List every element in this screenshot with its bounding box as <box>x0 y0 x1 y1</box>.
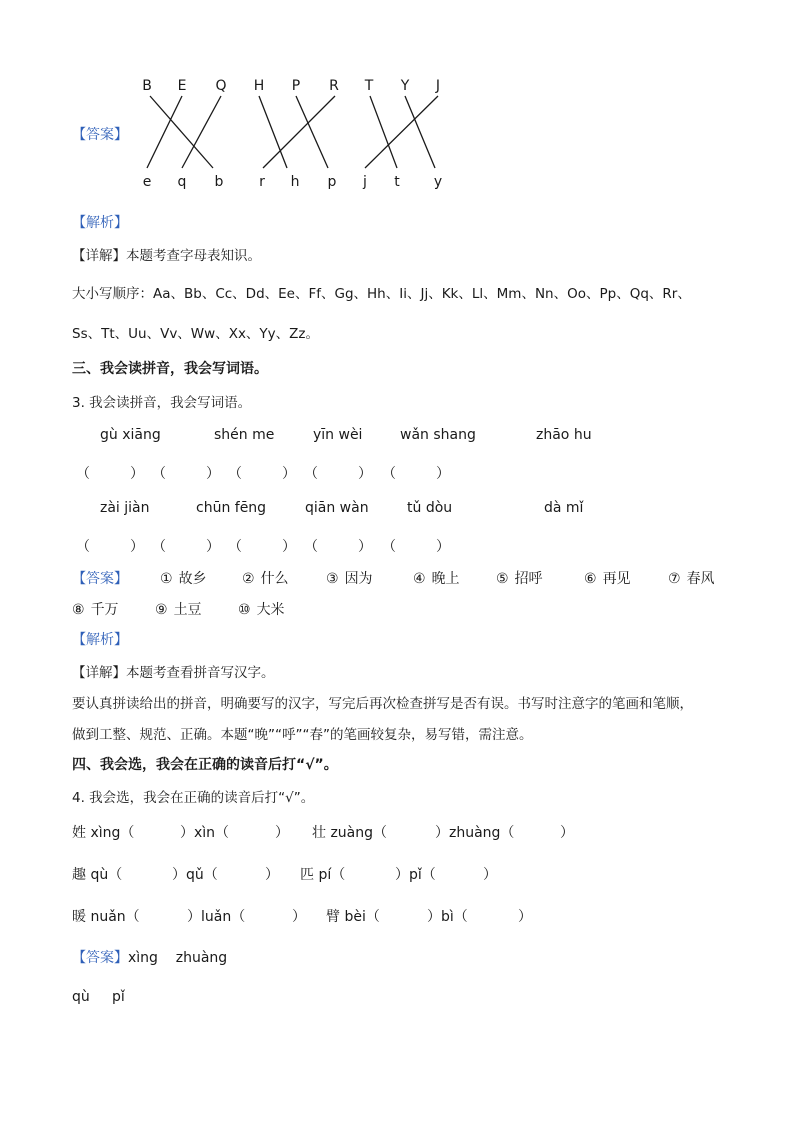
order-line-2: Ss、Tt、Uu、Vv、Ww、Xx、Yy、Zz。 <box>72 326 320 342</box>
upper-letter-p: P <box>291 78 301 94</box>
answer-word: 春风 <box>686 571 715 587</box>
answer-label-4: 【答案】 <box>72 950 128 966</box>
line-r <box>263 96 335 168</box>
answer-item-6 <box>584 568 631 588</box>
answer-blank-1-1[interactable] <box>76 463 144 483</box>
answer-item-8 <box>72 599 119 619</box>
paren-close: ） <box>206 466 220 482</box>
answer-word: 故乡 <box>178 571 207 587</box>
upper-letter-b: B <box>142 78 152 94</box>
upper-letter-t: T <box>364 78 374 94</box>
answer-item-1 <box>160 568 207 588</box>
answer-values-2: qù pǐ <box>72 989 125 1005</box>
answer-word: 晚上 <box>431 571 460 587</box>
line-p <box>296 96 328 168</box>
choice-3-segment-5[interactable]: ）bì（ <box>427 909 468 925</box>
paren-open: （ <box>382 539 396 555</box>
choice-1-segment-3[interactable]: ） <box>275 825 289 841</box>
answer-number: ⑧ <box>72 602 85 618</box>
line-j <box>365 96 438 168</box>
pinyin-4: wǎn shang <box>400 427 476 443</box>
analysis-label: 【解析】 <box>72 215 128 231</box>
answer-item-4 <box>413 568 460 588</box>
paren-close: ） <box>130 466 144 482</box>
answer-number: ① <box>160 571 173 587</box>
pinyin-9: tǔ dòu <box>407 500 453 516</box>
answer-blank-2-4[interactable] <box>304 536 372 556</box>
lower-letter-q: q <box>177 174 187 190</box>
answer-values-1: xìng zhuàng <box>128 950 228 966</box>
paren-open: （ <box>152 539 166 555</box>
choice-1-segment-5[interactable]: ）zhuàng（ <box>435 825 515 841</box>
answer-blank-1-5[interactable] <box>382 463 450 483</box>
choice-1-segment-4: 壮 zuàng（ <box>312 825 388 841</box>
paren-close: ） <box>130 539 144 555</box>
answer-word: 什么 <box>260 571 289 587</box>
upper-letter-j: J <box>435 78 441 94</box>
choice-3-segment-4: 臂 bèi（ <box>326 909 380 925</box>
answer-word: 大米 <box>256 602 285 618</box>
matching-lines <box>147 96 438 168</box>
lower-letter-e: e <box>142 174 152 190</box>
paren-close: ） <box>358 466 372 482</box>
answer-number: ⑥ <box>584 571 597 587</box>
choice-1-segment-6[interactable]: ） <box>560 825 574 841</box>
paren-close: ） <box>282 539 296 555</box>
choice-2-segment-4: 匹 pí（ <box>300 867 346 883</box>
line-y <box>405 96 435 168</box>
choice-1-segment-2[interactable]: ）xìn（ <box>180 825 230 841</box>
answer-blank-2-5[interactable] <box>382 536 450 556</box>
lower-letter-r: r <box>259 174 265 190</box>
lower-letter-p: p <box>327 174 337 190</box>
paren-close: ） <box>206 539 220 555</box>
answer-item-9 <box>155 599 202 619</box>
paren-open: （ <box>152 466 166 482</box>
answer-word: 千万 <box>90 602 119 618</box>
answer-number: ② <box>242 571 255 587</box>
choice-3-segment-2[interactable]: ）luǎn（ <box>187 909 246 925</box>
line-q <box>182 96 221 168</box>
choice-1-segment-1: 姓 xìng（ <box>72 825 135 841</box>
lower-letter-t: t <box>394 174 400 190</box>
answer-item-5 <box>496 568 543 588</box>
paren-open: （ <box>304 539 318 555</box>
paren-close: ） <box>282 466 296 482</box>
upper-letter-e: E <box>177 78 187 94</box>
section-3-heading: 三、我会读拼音，我会写词语。 <box>72 361 268 377</box>
paren-open: （ <box>228 466 242 482</box>
answer-blank-1-4[interactable] <box>304 463 372 483</box>
answer-number: ⑤ <box>496 571 509 587</box>
answer-item-3 <box>326 568 373 588</box>
pinyin-7: chūn fēng <box>196 500 267 516</box>
pinyin-3: yīn wèi <box>313 427 363 443</box>
paren-open: （ <box>76 466 90 482</box>
answer-item-2 <box>242 568 289 588</box>
paren-close: ） <box>358 539 372 555</box>
pinyin-8: qiān wàn <box>305 500 369 516</box>
question-3: 3. 我会读拼音，我会写词语。 <box>72 395 252 411</box>
choice-3-segment-6[interactable]: ） <box>518 909 532 925</box>
paren-open: （ <box>228 539 242 555</box>
upper-letter-r: R <box>329 78 339 94</box>
paren-open: （ <box>382 466 396 482</box>
upper-letter-h: H <box>253 78 265 94</box>
lower-letter-h: h <box>290 174 300 190</box>
pinyin-2: shén me <box>214 427 275 443</box>
answer-word: 再见 <box>602 571 631 587</box>
choice-2-segment-1: 趣 qù（ <box>72 867 123 883</box>
explain-line-1: 要认真拼读给出的拼音，明确要写的汉字，写完后再次检查拼写是否有误。书写时注意字的笔画和笔顺， <box>72 696 693 712</box>
answer-item-10 <box>238 599 285 619</box>
answer-blank-2-2[interactable] <box>152 536 220 556</box>
choice-2-segment-6[interactable]: ） <box>483 867 497 883</box>
lower-letter-b: b <box>214 174 224 190</box>
choice-2-segment-3[interactable]: ） <box>265 867 279 883</box>
letter-matching-diagram <box>135 72 455 196</box>
paren-close: ） <box>436 539 450 555</box>
pinyin-6: zài jiàn <box>100 500 150 516</box>
answer-number: ⑦ <box>668 571 681 587</box>
section-4-heading: 四、我会选，我会在正确的读音后打“√”。 <box>72 757 338 773</box>
answer-blank-1-2[interactable] <box>152 463 220 483</box>
choice-2-segment-5[interactable]: ）pǐ（ <box>395 867 436 883</box>
pinyin-1: gù xiāng <box>100 427 161 443</box>
answer-item-7 <box>668 568 715 588</box>
paren-open: （ <box>76 539 90 555</box>
answer-word: 招呼 <box>514 571 543 587</box>
answer-number: ⑩ <box>238 602 251 618</box>
line-e <box>147 96 182 168</box>
choice-3-segment-1: 暖 nuǎn（ <box>72 909 140 925</box>
line-t <box>370 96 397 168</box>
upper-letter-y: Y <box>400 78 410 94</box>
explain-line-2: 做到工整、规范、正确。本题“晚”“呼”“春”的笔画较复杂，易写错，需注意。 <box>72 727 533 743</box>
choice-3-segment-3[interactable]: ） <box>292 909 306 925</box>
answer-label: 【答案】 <box>72 127 128 143</box>
paren-open: （ <box>304 466 318 482</box>
pinyin-10: dà mǐ <box>544 500 584 516</box>
upper-letter-q: Q <box>215 78 227 94</box>
answer-blank-2-1[interactable] <box>76 536 144 556</box>
paren-close: ） <box>436 466 450 482</box>
answer-label-3: 【答案】 <box>72 571 128 587</box>
answer-number: ④ <box>413 571 426 587</box>
line-b <box>150 96 213 168</box>
question-4: 4. 我会选，我会在正确的读音后打“√”。 <box>72 790 315 806</box>
detail-text-3: 【详解】本题考查看拼音写汉字。 <box>72 665 275 681</box>
answer-word: 土豆 <box>173 602 202 618</box>
detail-text: 【详解】本题考查字母表知识。 <box>72 248 261 264</box>
answer-word: 因为 <box>344 571 373 587</box>
lower-letter-y: y <box>433 174 443 190</box>
answer-line-4a <box>72 947 227 967</box>
lower-letter-j: j <box>363 174 367 190</box>
order-line-1: 大小写顺序：Aa、Bb、Cc、Dd、Ee、Ff、Gg、Hh、Ii、Jj、Kk、Ll、Mm、Nn、Oo、Pp、Qq、Rr、 <box>72 286 691 302</box>
pinyin-5: zhāo hu <box>536 427 592 443</box>
answer-blank-1-3[interactable] <box>228 463 296 483</box>
answer-number: ⑨ <box>155 602 168 618</box>
analysis-label-3: 【解析】 <box>72 632 128 648</box>
answer-number: ③ <box>326 571 339 587</box>
answer-blank-2-3[interactable] <box>228 536 296 556</box>
choice-2-segment-2[interactable]: ）qǔ（ <box>172 867 218 883</box>
